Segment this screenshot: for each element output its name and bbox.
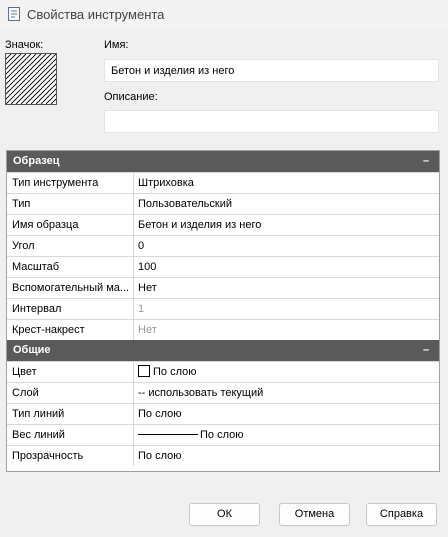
property-row[interactable] bbox=[7, 445, 439, 466]
property-value-text: 0 bbox=[138, 240, 145, 252]
color-swatch-icon bbox=[138, 365, 150, 377]
property-row[interactable] bbox=[7, 172, 439, 193]
property-row[interactable] bbox=[7, 424, 439, 445]
property-value-text: По слою bbox=[138, 450, 182, 462]
property-value-text: По слою bbox=[153, 366, 197, 378]
property-value-text: По слою bbox=[200, 429, 244, 441]
document-properties-icon bbox=[6, 6, 22, 22]
property-name: Вспомогательный ма... bbox=[7, 278, 134, 298]
property-row[interactable] bbox=[7, 382, 439, 403]
property-value-text: По слою bbox=[138, 408, 182, 420]
property-name: Крест-накрест bbox=[7, 320, 134, 340]
property-value[interactable] bbox=[134, 404, 439, 424]
property-value[interactable] bbox=[134, 425, 439, 445]
property-value-text: Нет bbox=[138, 324, 157, 336]
property-row[interactable] bbox=[7, 298, 439, 319]
property-name: Тип инструмента bbox=[7, 173, 134, 193]
name-input[interactable]: Бетон и изделия из него bbox=[104, 59, 439, 82]
property-value-text: 100 bbox=[138, 261, 157, 273]
property-value-text: -- использовать текущий bbox=[138, 387, 264, 399]
property-value[interactable] bbox=[134, 236, 439, 256]
description-input[interactable] bbox=[104, 110, 439, 133]
property-name: Цвет bbox=[7, 362, 134, 382]
description-label: Описание: bbox=[104, 91, 158, 103]
property-value[interactable] bbox=[134, 173, 439, 193]
property-name: Вес линий bbox=[7, 425, 134, 445]
property-name: Имя образца bbox=[7, 215, 134, 235]
property-row[interactable] bbox=[7, 361, 439, 382]
property-row[interactable] bbox=[7, 277, 439, 298]
property-value[interactable] bbox=[134, 362, 439, 382]
property-name: Прозрачность bbox=[7, 446, 134, 466]
property-value-text: Штриховка bbox=[138, 177, 194, 189]
property-grid bbox=[6, 150, 440, 472]
property-name: Угол bbox=[7, 236, 134, 256]
icon-label: Значок: bbox=[5, 39, 44, 51]
property-row[interactable] bbox=[7, 214, 439, 235]
line-weight-icon bbox=[138, 434, 198, 435]
property-value bbox=[134, 299, 439, 319]
help-button[interactable]: Справка bbox=[366, 503, 437, 526]
property-row[interactable] bbox=[7, 319, 439, 340]
window-title: Свойства инструмента bbox=[27, 7, 165, 22]
hatch-pattern-icon[interactable] bbox=[5, 53, 57, 105]
property-value[interactable] bbox=[134, 383, 439, 403]
section-general-header[interactable] bbox=[7, 340, 439, 361]
cancel-button[interactable]: Отмена bbox=[279, 503, 350, 526]
property-value[interactable] bbox=[134, 278, 439, 298]
pattern-rows bbox=[7, 172, 439, 340]
ok-button[interactable]: ОК bbox=[189, 503, 260, 526]
property-row[interactable] bbox=[7, 235, 439, 256]
property-value-text: Пользовательский bbox=[138, 198, 232, 210]
property-name: Тип bbox=[7, 194, 134, 214]
property-value-text: Нет bbox=[138, 282, 157, 294]
section-pattern-header[interactable] bbox=[7, 151, 439, 172]
property-value[interactable] bbox=[134, 194, 439, 214]
name-label: Имя: bbox=[104, 39, 129, 51]
property-row[interactable] bbox=[7, 403, 439, 424]
general-rows bbox=[7, 361, 439, 466]
section-title: Образец bbox=[13, 155, 60, 167]
collapse-icon[interactable]: – bbox=[422, 155, 430, 167]
property-name: Интервал bbox=[7, 299, 134, 319]
property-row[interactable] bbox=[7, 256, 439, 277]
property-value-text: Бетон и изделия из него bbox=[138, 219, 262, 231]
property-value[interactable] bbox=[134, 257, 439, 277]
property-name: Слой bbox=[7, 383, 134, 403]
title-bar bbox=[0, 0, 448, 30]
property-value bbox=[134, 320, 439, 340]
property-name: Масштаб bbox=[7, 257, 134, 277]
collapse-icon[interactable]: – bbox=[422, 344, 430, 356]
property-value[interactable] bbox=[134, 215, 439, 235]
property-row[interactable] bbox=[7, 193, 439, 214]
property-value-text: 1 bbox=[138, 303, 145, 315]
property-name: Тип линий bbox=[7, 404, 134, 424]
property-value[interactable] bbox=[134, 446, 439, 466]
section-title: Общие bbox=[13, 344, 51, 356]
